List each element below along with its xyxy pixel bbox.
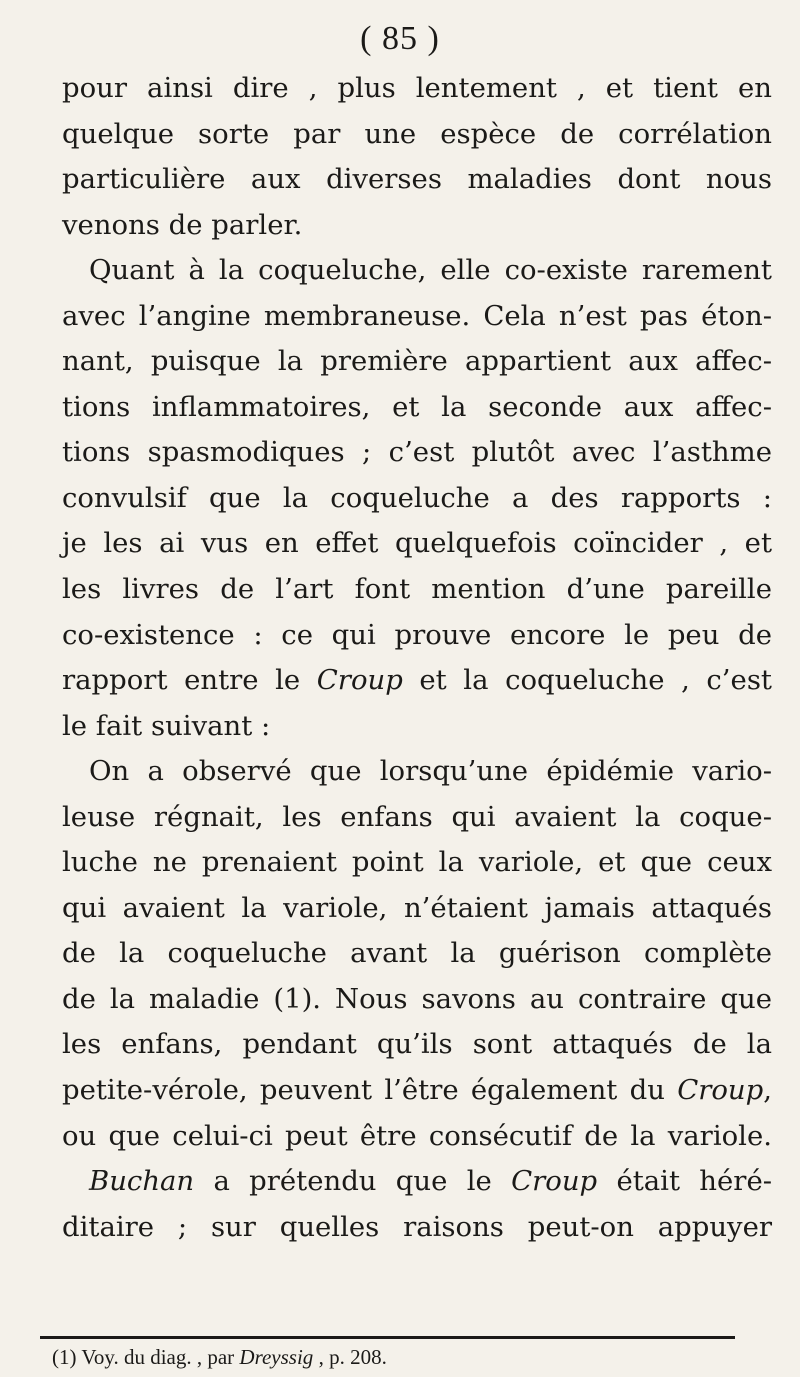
text-line: pour ainsi dire , plus lentement , et tient en	[62, 72, 772, 104]
footnote-text: , p. 208.	[313, 1345, 387, 1369]
text-line: co-existence : ce qui prouve encore le peu de	[62, 618, 772, 651]
text-line: je les ai vus en effet quelquefois coïncider , et	[62, 527, 772, 560]
text-line: le fait suivant :	[62, 709, 271, 742]
text-line: On a observé que lorsqu’une épidémie vario-	[89, 755, 772, 788]
text-segment: était héré-	[597, 1165, 773, 1198]
footnote-rule	[40, 1336, 735, 1339]
text-line: ditaire ; sur quelles raisons peut-on appuyer	[62, 1210, 772, 1243]
text-line	[62, 658, 772, 704]
text-line: tions inflammatoires, et la seconde aux affec-	[62, 390, 772, 423]
text-line: quelque sorte par une espèce de corrélation	[62, 117, 772, 150]
text-line: les enfans, pendant qu’ils sont attaqués de la	[62, 1028, 772, 1061]
italic-term: Croup	[511, 1165, 598, 1198]
page-number: ( 85 )	[360, 20, 440, 57]
text-line	[62, 1068, 772, 1114]
body-text	[62, 66, 772, 1250]
text-line: Quant à la coqueluche, elle co-existe rarement	[89, 254, 772, 287]
text-line: de la coqueluche avant la guérison complète	[62, 937, 772, 970]
italic-term: Croup	[316, 664, 403, 697]
footnote-author: Dreyssig	[239, 1345, 314, 1369]
footnote	[52, 1342, 387, 1372]
text-segment: a prétendu que le	[194, 1165, 512, 1198]
text-line: les livres de l’art font mention d’une pareille	[62, 573, 772, 606]
text-line: nant, puisque la première appartient aux affec-	[62, 345, 772, 378]
text-line: leuse régnait, les enfans qui avaient la coque-	[62, 800, 772, 833]
text-segment: ,	[763, 1074, 772, 1107]
text-line: ou que celui-ci peut être consécutif de la variole.	[62, 1119, 772, 1152]
text-segment: petite-vérole, peuvent l’être également du	[62, 1074, 678, 1107]
text-line: venons de parler.	[62, 208, 303, 241]
text-line: convulsif que la coqueluche a des rapports :	[62, 481, 772, 514]
text-line: tions spasmodiques ; c’est plutôt avec l’asthme	[62, 436, 772, 469]
text-line: particulière aux diverses maladies dont nous	[62, 163, 772, 196]
text-line: qui avaient la variole, n’étaient jamais attaqués	[62, 891, 772, 924]
text-line: avec l’angine membraneuse. Cela n’est pas éton-	[62, 299, 772, 332]
italic-term: Buchan	[89, 1165, 195, 1198]
footnote-text: (1) Voy. du diag. , par	[52, 1345, 240, 1369]
text-line: de la maladie (1). Nous savons au contraire que	[62, 982, 772, 1015]
italic-term: Croup	[677, 1074, 764, 1107]
text-line	[62, 1159, 772, 1205]
text-line: luche ne prenaient point la variole, et que ceux	[62, 846, 772, 879]
text-segment: rapport entre le	[62, 664, 317, 697]
text-segment: et la coqueluche , c’est	[402, 664, 772, 697]
